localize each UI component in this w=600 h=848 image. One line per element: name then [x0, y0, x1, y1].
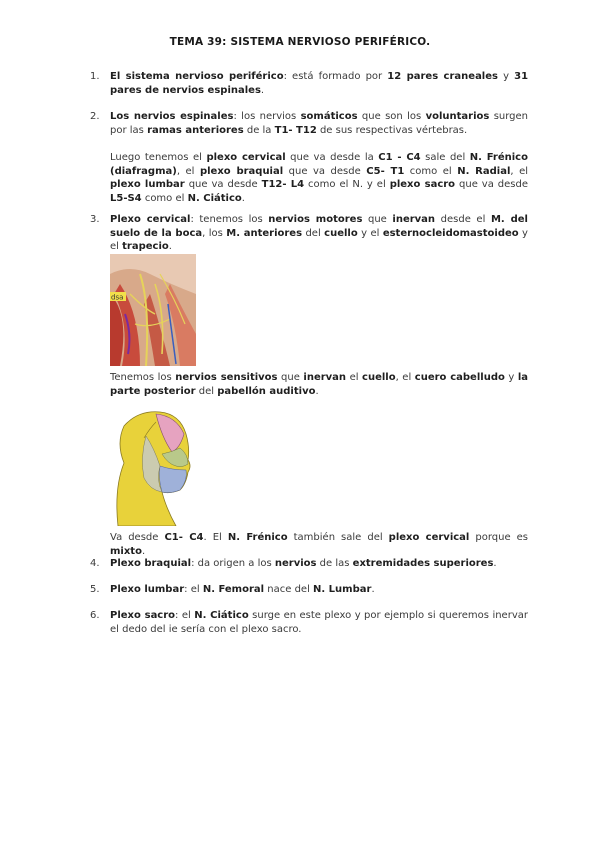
bold-text-run: C1- C4 [164, 532, 204, 543]
text-run: y el [110, 227, 528, 252]
bold-text-run: Plexo braquial [110, 558, 192, 569]
bold-text-run: trapecio [122, 241, 169, 252]
head-dermatome-image [110, 408, 192, 526]
bold-text-run: C5- T1 [366, 165, 405, 177]
text-run: de la [243, 124, 275, 136]
list-number: 3. [90, 214, 100, 225]
text-run: , los [202, 227, 227, 239]
bold-text-run: plexo cervical [388, 532, 470, 543]
bold-text-run: plexo braquial [199, 165, 284, 177]
text-run: : tenemos los [190, 214, 269, 225]
text-run: como el [141, 192, 188, 204]
bold-text-run: N. Femoral [202, 584, 265, 595]
text-run: también sale del [287, 532, 389, 543]
bold-text-run: El sistema nervioso periférico [110, 71, 284, 82]
text-run: del [302, 227, 325, 239]
list-item-text [110, 557, 528, 571]
bold-text-run: N. Ciático [187, 192, 242, 204]
bold-text-run: M. del suelo de la boca [110, 214, 528, 239]
bold-text-run: L5-S4 [110, 192, 142, 204]
bold-text-run: mixto [110, 545, 142, 557]
bold-text-run: Plexo sacro [110, 610, 176, 621]
bold-text-run: T12- L4 [261, 179, 305, 190]
bold-text-run: plexo sacro [389, 179, 456, 190]
list-number: 2. [90, 111, 100, 122]
bold-text-run: Plexo cervical [110, 214, 191, 225]
bold-text-run: voluntarios [425, 111, 490, 122]
bold-text-run: N. Lumbar [313, 584, 372, 595]
text-run: Luego tenemos el [110, 152, 207, 163]
bold-text-run: esternocleidomastoideo [382, 227, 519, 239]
bold-text-run: N. Frénico [227, 532, 288, 543]
list-item-text [110, 583, 528, 597]
bold-text-run: somáticos [300, 111, 358, 122]
bold-text-run: inervan [303, 372, 347, 383]
text-run: surge en este plexo y por ejemplo si queremos inervar el dedo del ie sería con el plexo sacro. [110, 610, 528, 635]
text-run: que va desde [184, 179, 262, 190]
text-run: . [241, 192, 245, 204]
sensory-nerves-paragraph [110, 371, 528, 398]
text-run: , el [176, 165, 200, 177]
text-run: : el [175, 610, 195, 621]
text-run: . [371, 584, 375, 595]
text-run: de las [316, 558, 353, 569]
text-run: . El [203, 532, 228, 543]
bold-text-run: cuello [362, 372, 396, 383]
text-run: , el [510, 165, 528, 177]
bold-text-run: N. Radial [457, 165, 511, 177]
bold-text-run: N. Frénico (diafragma) [110, 152, 528, 177]
text-run: desde el [435, 214, 491, 225]
text-run: : está formado por [283, 71, 388, 82]
text-run: de sus respectivas vértebras. [316, 124, 468, 136]
bold-text-run: Plexo lumbar [110, 584, 185, 595]
bold-text-run: pabellón auditivo [217, 385, 316, 397]
text-run: . [168, 241, 172, 252]
text-run: nace del [264, 584, 314, 595]
text-run: como el [404, 165, 458, 177]
text-run: , el [395, 372, 415, 383]
bold-text-run: N. Ciático [194, 610, 249, 621]
text-run: . [315, 385, 319, 397]
list-item-text [110, 70, 528, 97]
text-run: : el [184, 584, 203, 595]
bold-text-run: extremidades superiores [352, 558, 494, 569]
text-run: surgen por las [110, 111, 529, 136]
text-run: Va desde [110, 532, 165, 543]
bold-text-run: cuello [324, 227, 358, 239]
neck-anatomy-image [110, 254, 196, 366]
text-run: . [141, 545, 146, 557]
text-run: : da origen a los [191, 558, 275, 569]
text-run: . [260, 84, 265, 96]
bold-text-run: ramas anteriores [147, 124, 244, 136]
bold-text-run: cuero cabelludo [414, 372, 505, 383]
list-item-text [110, 110, 528, 137]
list-number: 6. [90, 610, 100, 621]
text-run: Tenemos los [110, 372, 176, 383]
bold-text-run: C1 - C4 [378, 152, 421, 163]
text-run: que va desde la [285, 152, 379, 163]
text-run: . [493, 558, 497, 569]
bold-text-run: inervan [392, 214, 436, 225]
bold-text-run: nervios sensitivos [175, 372, 278, 383]
list-number: 5. [90, 584, 100, 595]
list-item-text [110, 609, 528, 636]
plexus-summary-paragraph [110, 151, 528, 205]
text-run: como el N. y el [304, 179, 390, 190]
text-run: porque es [469, 532, 529, 543]
text-run: el [346, 372, 363, 383]
text-run: : los nervios [233, 111, 301, 122]
bold-text-run: la parte posterior [110, 372, 528, 397]
text-run: que va desde [455, 179, 528, 190]
text-run: del [195, 385, 218, 397]
text-run: y el [357, 227, 383, 239]
bold-text-run: Los nervios espinales [110, 111, 234, 122]
list-item-text [110, 213, 528, 254]
text-run: que son los [357, 111, 426, 122]
list-number: 4. [90, 558, 100, 569]
bold-text-run: 12 pares craneales [387, 71, 498, 82]
text-run: sale del [420, 152, 470, 163]
text-run: que va desde [283, 165, 367, 177]
bold-text-run: M. anteriores [226, 227, 303, 239]
bold-text-run: 31 pares de nervios espinales [110, 71, 529, 96]
bold-text-run: plexo cervical [206, 152, 286, 163]
figure-label: dsa [111, 293, 124, 302]
bold-text-run: plexo lumbar [110, 179, 185, 190]
cervical-range-paragraph [110, 531, 528, 558]
list-number: 1. [90, 71, 100, 82]
bold-text-run: nervios motores [268, 214, 363, 225]
text-run: y [504, 372, 518, 383]
bold-text-run: nervios [274, 558, 317, 569]
text-run: y [497, 71, 515, 82]
text-run: que [277, 372, 304, 383]
text-run: que [362, 214, 393, 225]
bold-text-run: T1- T12 [274, 124, 317, 136]
page-title: TEMA 39: SISTEMA NERVIOSO PERIFÉRICO. [169, 36, 431, 48]
